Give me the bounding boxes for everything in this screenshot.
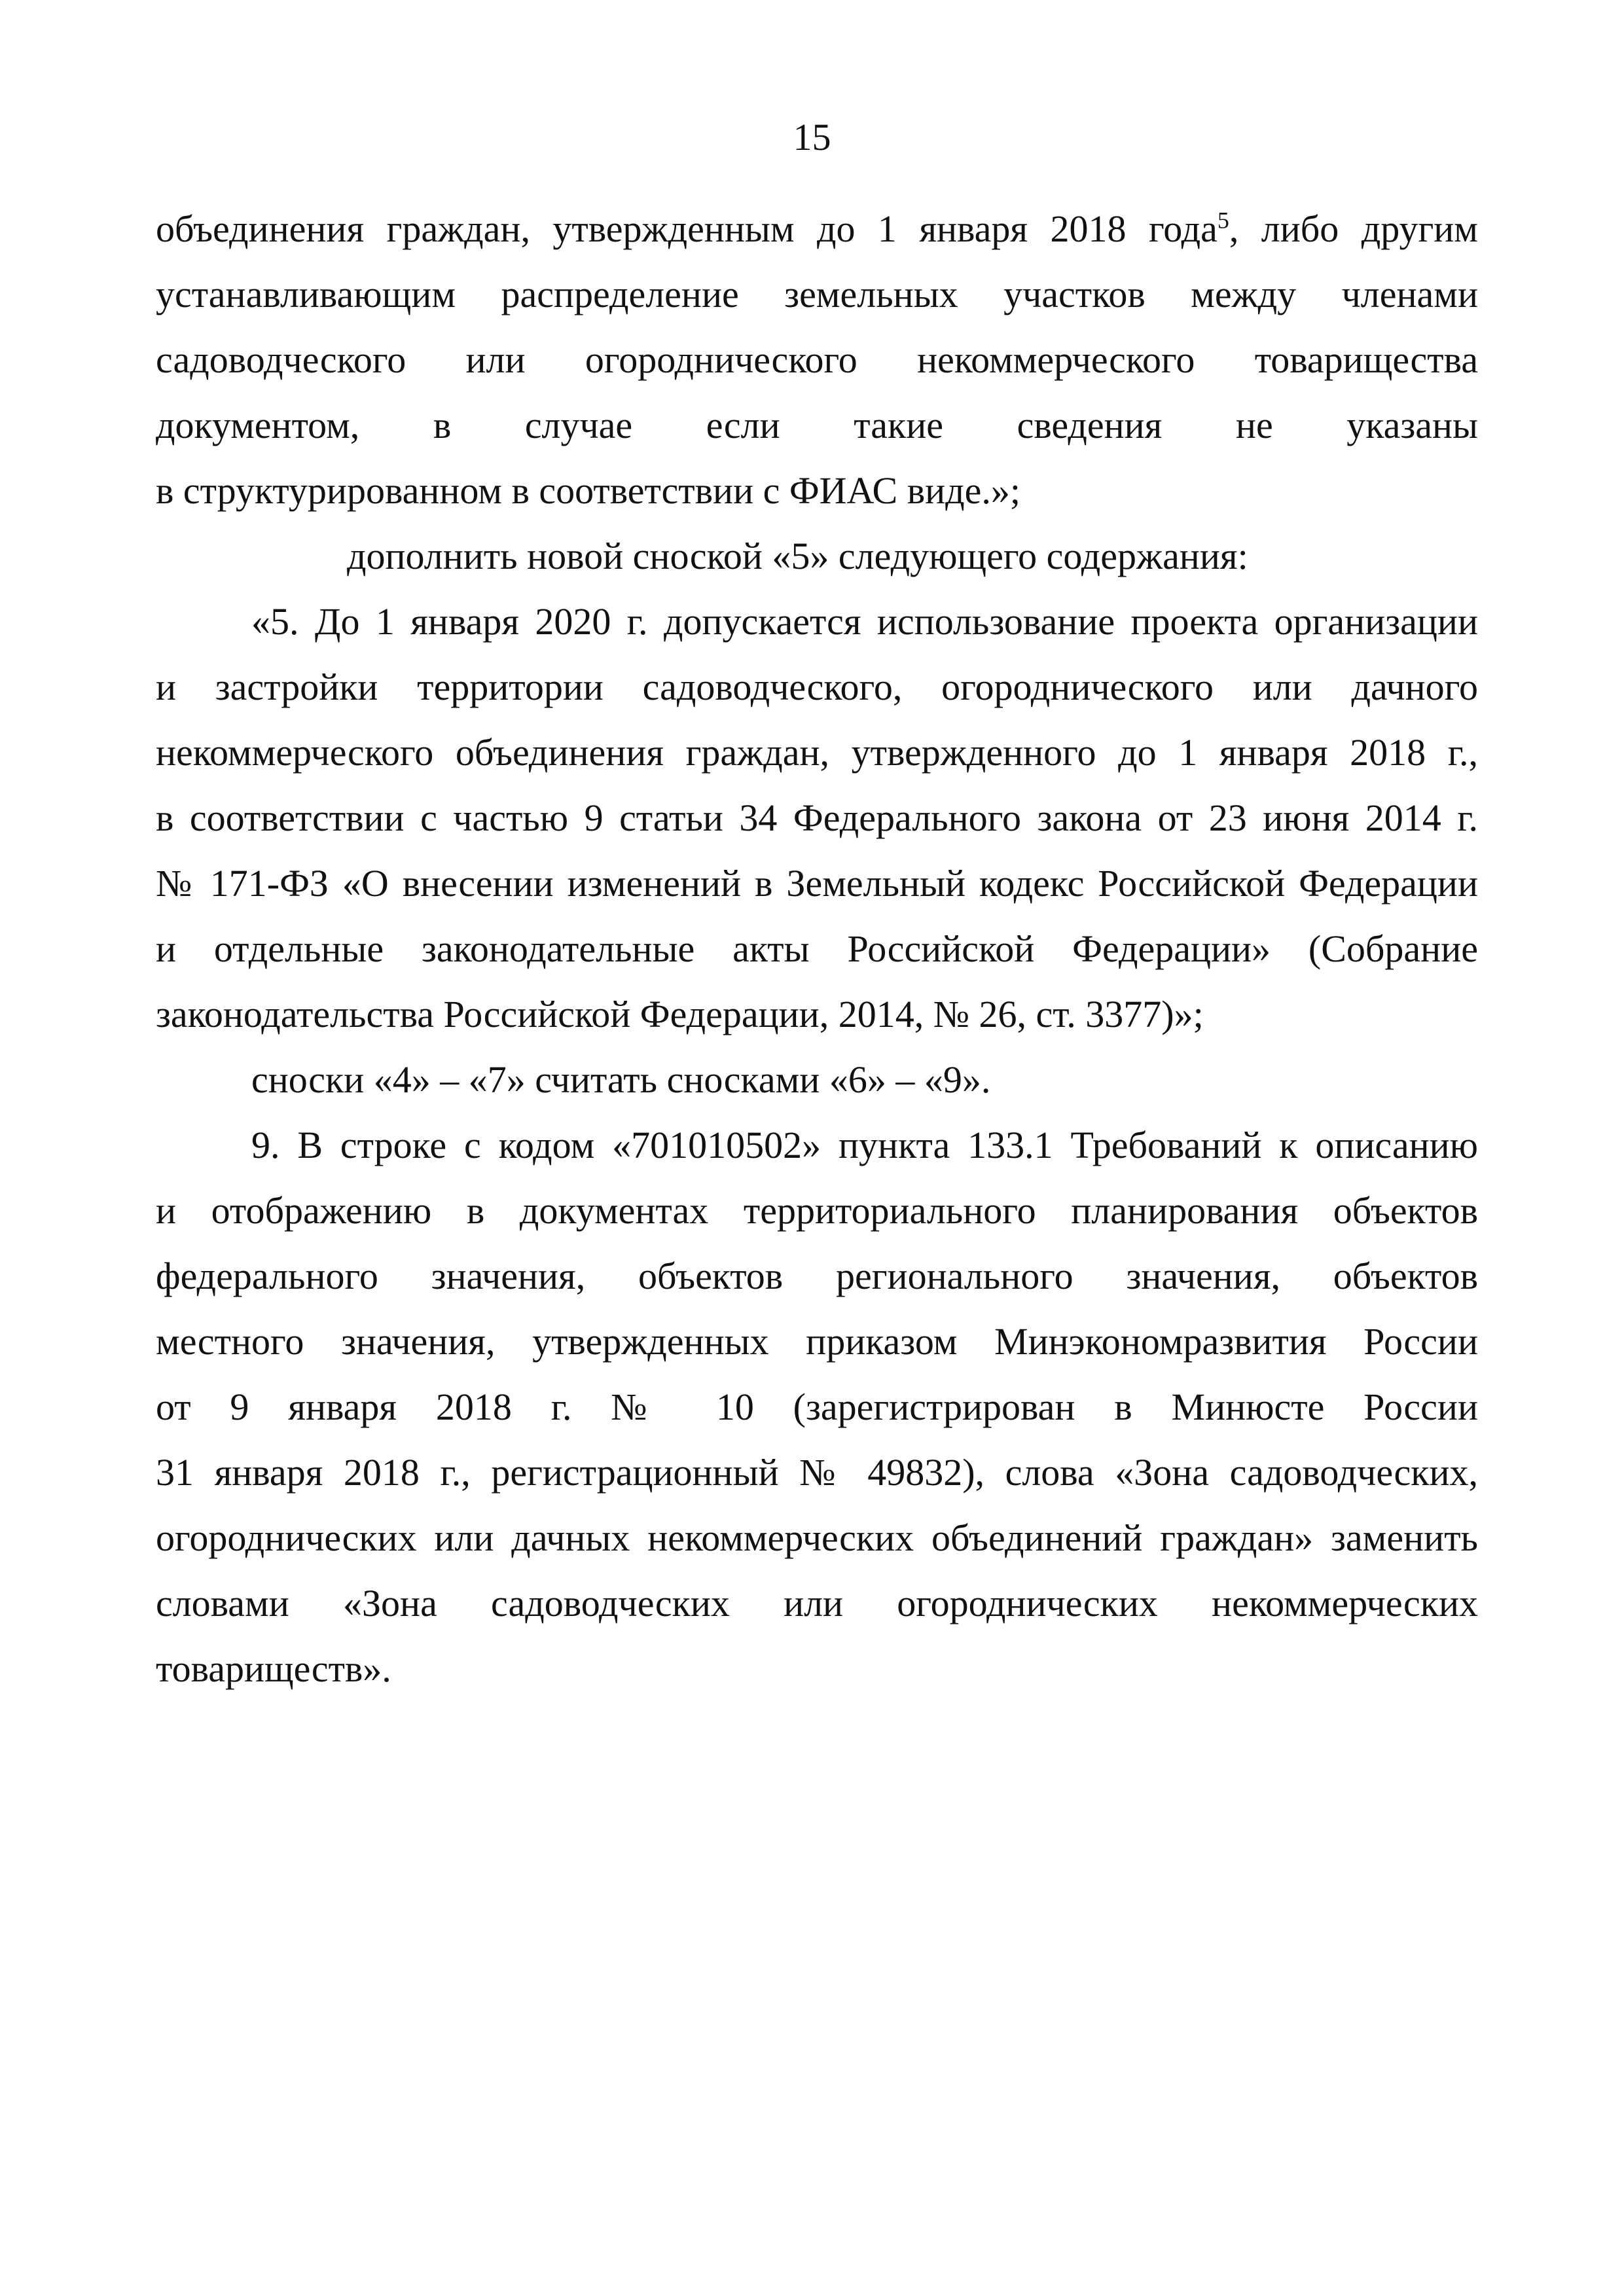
text-line: и застройки территории садоводческого, огороднического или дачного <box>156 666 1478 708</box>
text-line: местного значения, утвержденных приказом Минэкономразвития России <box>156 1320 1478 1363</box>
text-line: и отображению в документах территориального планирования объектов <box>156 1189 1478 1232</box>
text-line: документом, в случае если такие сведения не указаны <box>156 404 1478 446</box>
text-line: садоводческого или огороднического некоммерческого товарищества <box>156 338 1478 381</box>
text-line: некоммерческого объединения граждан, утвержденного до 1 января 2018 г., <box>156 731 1478 774</box>
paragraph-continuation <box>156 196 1478 524</box>
page-number: 15 <box>793 116 831 158</box>
text-line: дополнить новой сноской «5» следующего содержания: <box>347 535 1248 577</box>
text-line: № 171-ФЗ «О внесении изменений в Земельный кодекс Российской Федерации <box>156 862 1478 905</box>
paragraph-item-9 <box>156 1113 1478 1702</box>
document-body <box>156 196 1478 1702</box>
paragraph-renumber-footnotes <box>156 1047 1478 1113</box>
paragraph-footnote-text <box>156 589 1478 1047</box>
text-line: 31 января 2018 г., регистрационный № 49832), слова «Зона садоводческих, <box>156 1451 1478 1494</box>
text-line: товариществ». <box>156 1647 391 1690</box>
text-line: 9. В строке с кодом «701010502» пункта 133.1 Требований к описанию <box>251 1124 1478 1166</box>
paragraph-add-footnote <box>156 524 1478 589</box>
text-line: в структурированном в соответствии с ФИАС виде.»; <box>156 469 1021 512</box>
text-line: федерального значения, объектов регионального значения, объектов <box>156 1255 1478 1297</box>
text-line: в соответствии с частью 9 статьи 34 Федерального закона от 23 июня 2014 г. <box>156 797 1478 839</box>
text-line: огороднических или дачных некоммерческих объединений граждан» заменить <box>156 1516 1478 1559</box>
text-line: сноски «4» – «7» считать сносками «6» – «9». <box>251 1058 991 1101</box>
text-line: от 9 января 2018 г. № 10 (зарегистрирован в Минюсте России <box>156 1386 1478 1428</box>
text-line: объединения граждан, утвержденным до 1 января 2018 года$^5$, либо другим <box>156 207 1478 250</box>
text-line: и отдельные законодательные акты Российской Федерации» (Собрание <box>156 927 1478 970</box>
text-line: устанавливающим распределение земельных участков между членами <box>156 273 1478 315</box>
text-line: законодательства Российской Федерации, 2014, № 26, ст. 3377)»; <box>156 993 1204 1035</box>
text-line: словами «Зона садоводческих или огороднических некоммерческих <box>156 1582 1478 1624</box>
footnote-marker: 5 <box>1217 207 1229 234</box>
text-line: «5. До 1 января 2020 г. допускается использование проекта организации <box>251 600 1478 643</box>
